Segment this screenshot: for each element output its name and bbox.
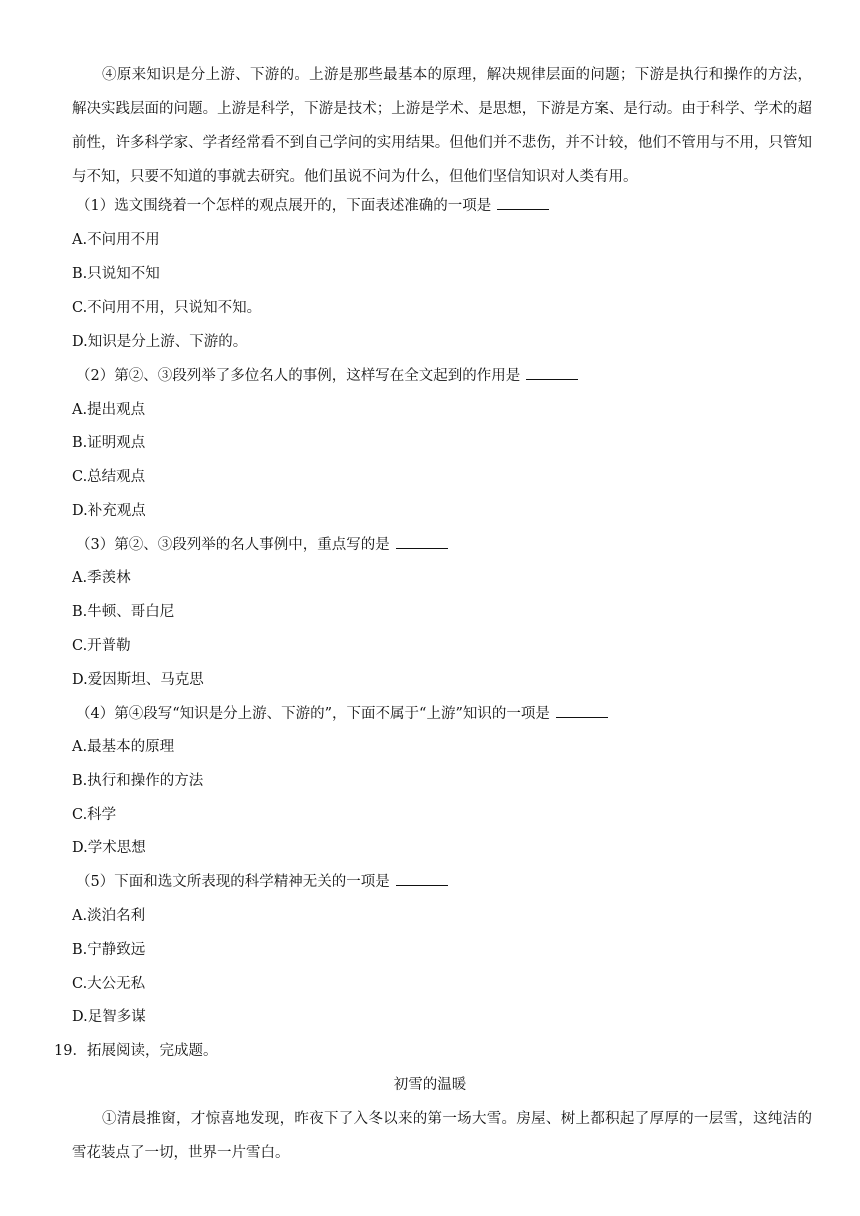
question-1-option-a[interactable]: A.不问用不用 <box>72 232 160 248</box>
question-19-label: 19．拓展阅读，完成题。 <box>54 1043 218 1059</box>
question-5-stem: （5）下面和选文所表现的科学精神无关的一项是 <box>76 872 448 892</box>
question-2-option-a[interactable]: A.提出观点 <box>72 402 146 418</box>
question-2-option-b[interactable]: B.证明观点 <box>72 435 146 451</box>
question-5-option-a[interactable]: A.淡泊名利 <box>72 908 146 924</box>
passage-paragraph-1: ①清晨推窗，才惊喜地发现，昨夜下了入冬以来的第一场大雪。房屋、树上都积起了厚厚的一层雪，这纯洁的雪花装点了一切，世界一片雪白。 <box>72 1111 812 1161</box>
question-3-option-b[interactable]: B.牛顿、哥白尼 <box>72 604 175 620</box>
question-4-stem: （4）第④段写“知识是分上游、下游的”，下面不属于“上游”知识的一项是 <box>76 704 608 724</box>
question-5-option-d[interactable]: D.足智多谋 <box>72 1009 146 1025</box>
question-2-stem: （2）第②、③段列举了多位名人的事例，这样写在全文起到的作用是 <box>76 366 578 386</box>
question-3-option-a[interactable]: A.季羡林 <box>72 570 131 586</box>
question-5-option-c[interactable]: C.大公无私 <box>72 976 146 992</box>
question-4-option-a[interactable]: A.最基本的原理 <box>72 739 175 755</box>
question-2-option-c[interactable]: C.总结观点 <box>72 469 146 485</box>
answer-blank[interactable] <box>497 197 549 210</box>
question-2-option-d[interactable]: D.补充观点 <box>72 503 146 519</box>
question-4-option-d[interactable]: D.学术思想 <box>72 840 146 856</box>
question-1-option-c[interactable]: C.不问用不用，只说知不知。 <box>72 300 262 316</box>
question-4-option-b[interactable]: B.执行和操作的方法 <box>72 773 204 789</box>
passage-title: 初雪的温暖 <box>393 1077 467 1093</box>
question-5-option-b[interactable]: B.宁静致远 <box>72 942 146 958</box>
question-1-option-b[interactable]: B.只说知不知 <box>72 266 160 282</box>
question-3-option-c[interactable]: C.开普勒 <box>72 638 131 654</box>
answer-blank[interactable] <box>396 536 448 549</box>
question-3-option-d[interactable]: D.爱因斯坦、马克思 <box>72 672 204 688</box>
question-4-option-c[interactable]: C.科学 <box>72 807 117 823</box>
answer-blank[interactable] <box>526 367 578 380</box>
question-1-stem: （1）选文围绕着一个怎样的观点展开的，下面表述准确的一项是 <box>76 196 549 216</box>
question-1-option-d[interactable]: D.知识是分上游、下游的。 <box>72 334 248 350</box>
question-3-stem: （3）第②、③段列举的名人事例中，重点写的是 <box>76 535 448 555</box>
passage-paragraph-4: ④原来知识是分上游、下游的。上游是那些最基本的原理，解决规律层面的问题；下游是执行和操作的方法，解决实践层面的问题。上游是科学，下游是技术；上游是学术、是思想，下游是方案、是行动。由于科学、学术的超前性，许多科学家、学者经常看不到自己学问的实用结果。但他们并不悲伤，并不计较，他们不管用与不用，只管知与不知，只要不知道的事就去研究。他们虽说不问为什么，但他们坚信知识对人类有用。 <box>72 67 812 185</box>
answer-blank[interactable] <box>556 705 608 718</box>
answer-blank[interactable] <box>396 873 448 886</box>
